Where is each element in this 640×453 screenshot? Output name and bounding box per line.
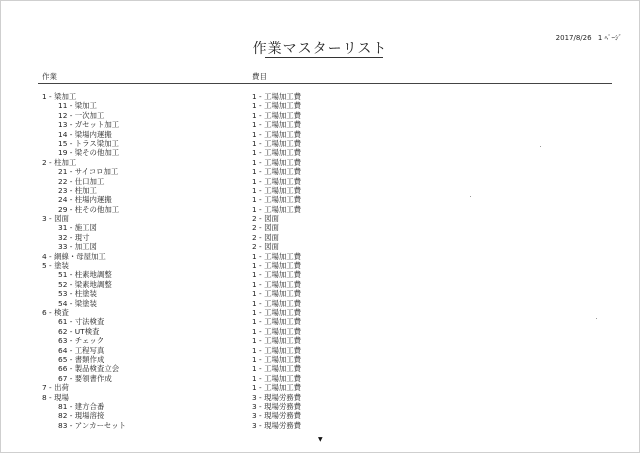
cost-cell: 1 - 工場加工費	[252, 138, 302, 148]
cost-cell: 1 - 工場加工費	[252, 101, 302, 111]
cost-cell: 1 - 工場加工費	[252, 148, 302, 158]
scan-speck	[470, 196, 471, 197]
cost-cell: 2 - 図面	[252, 214, 279, 224]
sub-work-row	[0, 411, 640, 420]
cost-cell: 1 - 工場加工費	[252, 326, 302, 336]
cost-cell: 1 - 工場加工費	[252, 167, 302, 177]
work-cell: 31 - 施工図	[58, 223, 97, 233]
cost-cell: 1 - 工場加工費	[252, 383, 302, 393]
cost-cell: 1 - 工場加工費	[252, 185, 302, 195]
work-cell: 32 - 現寸	[58, 232, 90, 242]
cost-cell: 1 - 工場加工費	[252, 176, 302, 186]
cost-cell: 1 - 工場加工費	[252, 354, 302, 364]
sub-work-row	[0, 130, 640, 139]
cost-cell: 2 - 図面	[252, 232, 279, 242]
work-cell: 29 - 柱その他加工	[58, 204, 120, 214]
sub-work-row	[0, 421, 640, 430]
cost-cell: 3 - 現場労務費	[252, 420, 302, 430]
cost-cell: 1 - 工場加工費	[252, 364, 302, 374]
work-cell: 82 - 現場溶接	[58, 411, 105, 421]
work-cell: 62 - UT検査	[58, 326, 100, 336]
sub-work-row	[0, 223, 640, 232]
work-group-row	[0, 261, 640, 270]
column-header-work: 作業	[42, 72, 57, 81]
work-cell: 12 - 一次加工	[58, 110, 105, 120]
sub-work-row	[0, 111, 640, 120]
sub-work-row	[0, 233, 640, 242]
scan-speck	[596, 318, 597, 319]
work-list	[0, 92, 640, 430]
sub-work-row	[0, 195, 640, 204]
sub-work-row	[0, 355, 640, 364]
page-number: 1 ﾍﾟｰｼﾞ	[597, 34, 622, 42]
work-cell: 53 - 柱塗装	[58, 289, 97, 299]
scan-speck	[540, 146, 541, 147]
sub-work-row	[0, 139, 640, 148]
work-group-row	[0, 92, 640, 101]
cost-cell: 1 - 工場加工費	[252, 157, 302, 167]
print-date: 2017/8/26	[555, 34, 592, 42]
sub-work-row	[0, 374, 640, 383]
sub-work-row	[0, 186, 640, 195]
cost-cell: 1 - 工場加工費	[252, 92, 302, 101]
sub-work-row	[0, 167, 640, 176]
title-underline	[265, 57, 383, 58]
work-group-row	[0, 214, 640, 223]
page-title: 作業マスターリスト	[252, 41, 388, 57]
cost-cell: 1 - 工場加工費	[252, 204, 302, 214]
cost-cell: 1 - 工場加工費	[252, 251, 302, 261]
work-group-row	[0, 383, 640, 392]
work-cell: 6 - 検査	[42, 307, 69, 317]
cost-cell: 1 - 工場加工費	[252, 289, 302, 299]
sub-work-row	[0, 327, 640, 336]
cost-cell: 1 - 工場加工費	[252, 345, 302, 355]
cost-cell: 1 - 工場加工費	[252, 120, 302, 130]
work-cell: 2 - 柱加工	[42, 157, 77, 167]
sub-work-row	[0, 101, 640, 110]
sub-work-row	[0, 205, 640, 214]
work-cell: 23 - 柱加工	[58, 185, 97, 195]
cost-cell: 1 - 工場加工費	[252, 307, 302, 317]
sub-work-row	[0, 317, 640, 326]
work-cell: 11 - 梁加工	[58, 101, 97, 111]
cost-cell: 1 - 工場加工費	[252, 317, 302, 327]
work-cell: 33 - 加工図	[58, 242, 97, 252]
work-cell: 83 - アンカーセット	[58, 420, 127, 430]
work-cell: 3 - 図面	[42, 214, 69, 224]
column-header-cost: 費目	[252, 72, 267, 81]
cost-cell: 3 - 現場労務費	[252, 392, 302, 402]
cost-cell: 1 - 工場加工費	[252, 270, 302, 280]
work-cell: 22 - 仕口加工	[58, 176, 105, 186]
work-cell: 8 - 現場	[42, 392, 69, 402]
work-group-row	[0, 252, 640, 261]
work-cell: 19 - 梁その他加工	[58, 148, 120, 158]
work-cell: 54 - 梁塗装	[58, 298, 97, 308]
header-divider	[38, 83, 612, 84]
work-cell: 64 - 工程写真	[58, 345, 105, 355]
sub-work-row	[0, 120, 640, 129]
sub-work-row	[0, 289, 640, 298]
work-group-row	[0, 308, 640, 317]
sub-work-row	[0, 346, 640, 355]
cost-cell: 1 - 工場加工費	[252, 261, 302, 271]
work-cell: 61 - 寸法検査	[58, 317, 105, 327]
cost-cell: 1 - 工場加工費	[252, 129, 302, 139]
sub-work-row	[0, 242, 640, 251]
page-meta	[552, 33, 622, 43]
cost-cell: 1 - 工場加工費	[252, 195, 302, 205]
sub-work-row	[0, 336, 640, 345]
cost-cell: 3 - 現場労務費	[252, 401, 302, 411]
work-cell: 51 - 柱素地調整	[58, 270, 112, 280]
cost-cell: 1 - 工場加工費	[252, 373, 302, 383]
work-cell: 66 - 製品検査立会	[58, 364, 120, 374]
work-cell: 65 - 書類作成	[58, 354, 105, 364]
cost-cell: 1 - 工場加工費	[252, 298, 302, 308]
cost-cell: 1 - 工場加工費	[252, 279, 302, 289]
work-cell: 5 - 塗装	[42, 261, 69, 271]
work-cell: 21 - サイコロ加工	[58, 167, 119, 177]
work-cell: 63 - チェック	[58, 336, 105, 346]
work-cell: 24 - 柱場内運搬	[58, 195, 112, 205]
work-cell: 7 - 出荷	[42, 383, 69, 393]
work-cell: 13 - ガセット加工	[58, 120, 120, 130]
work-cell: 4 - 網線・母屋加工	[42, 251, 106, 261]
cost-cell: 2 - 図面	[252, 242, 279, 252]
cost-cell: 3 - 現場労務費	[252, 411, 302, 421]
work-group-row	[0, 158, 640, 167]
sub-work-row	[0, 364, 640, 373]
sub-work-row	[0, 402, 640, 411]
work-cell: 14 - 梁場内運搬	[58, 129, 112, 139]
sub-work-row	[0, 270, 640, 279]
work-cell: 52 - 梁素地調整	[58, 279, 112, 289]
work-cell: 1 - 梁加工	[42, 92, 77, 101]
cost-cell: 1 - 工場加工費	[252, 336, 302, 346]
sub-work-row	[0, 299, 640, 308]
cost-cell: 1 - 工場加工費	[252, 110, 302, 120]
sub-work-row	[0, 177, 640, 186]
cost-cell: 2 - 図面	[252, 223, 279, 233]
work-cell: 15 - トラス梁加工	[58, 138, 119, 148]
sub-work-row	[0, 280, 640, 289]
sub-work-row	[0, 148, 640, 157]
work-group-row	[0, 393, 640, 402]
scroll-down-icon[interactable]: ▼	[318, 436, 323, 443]
work-cell: 67 - 要領書作成	[58, 373, 112, 383]
work-cell: 81 - 建方合番	[58, 401, 105, 411]
